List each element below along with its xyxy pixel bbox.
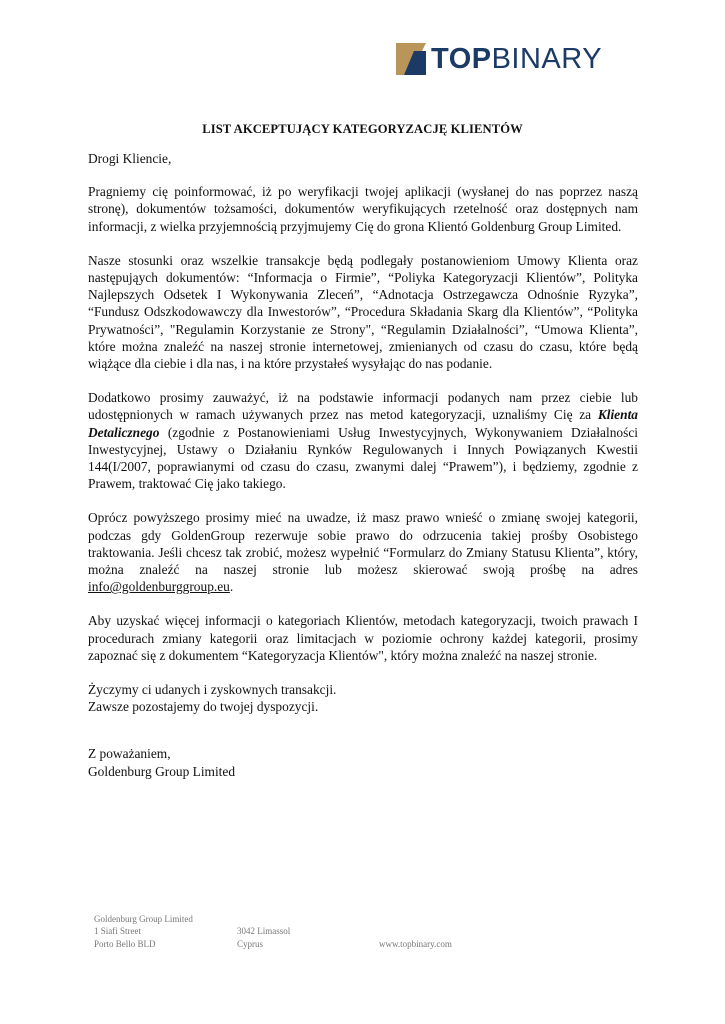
logo-mark-icon (396, 43, 426, 75)
paragraph-3-start: Dodatkowo prosimy zauważyć, iż na podstawie informacji podanych nam przez ciebie lub udostępnionych w ramach używanych przez nas metod kategoryzacji, uznaliśmy Cię za (88, 390, 638, 423)
footer-row-3 (94, 938, 452, 950)
paragraph-4-start: Oprócz powyższego prosimy mieć na uwadze, iż masz prawo wnieść o zmianę swojej kategorii, podczas gdy GoldenGroup rezerwuje sobie prawo do odrzucenia takiej prośby Osobistego traktowania. Jeśli chcesz tak zrobić, możesz wypełnić “Formularz do Zmiany Statusu Klienta”, który, można znaleźć na naszej stronie lub możesz skierować swoją prośbę na adres (88, 510, 638, 578)
footer-country: Cyprus (237, 938, 264, 949)
footer-postal: 3042 Limassol (237, 926, 291, 937)
footer-company: Goldenburg Group Limited (94, 914, 193, 924)
footer-row-2 (94, 925, 452, 937)
paragraph-5: Aby uzyskać więcej informacji o kategoriach Klientów, metodach kategoryzacji, twoich prawach I procedurach zmiany kategorii oraz limitacjach w poziomie ochrony każdej kategorii, prosimy zapoznać się z dokumentem “Kategoryzacja Klientów", który można znaleźć na naszej stronie. (88, 613, 638, 663)
logo-word-binary: BINARY (491, 43, 603, 75)
email-link[interactable]: info@goldenburggroup.eu (88, 579, 230, 595)
paragraph-3 (88, 389, 638, 492)
signature-block (88, 745, 638, 779)
client-category-emphasis: Klienta Detalicznego (88, 407, 638, 440)
paragraph-2: Nasze stosunki oraz wszelkie transakcje będą podlegały postanowieniom Umowy Klienta oraz następująych dokumentów: “Informacja o Firmie”, “Poliyka Kategoryzacji Klientów”, Polityka Najlepszych Odsetek I Wykonywania Zleceń”, “Adnotacja Ostrzegawcza Odnośnie Ryzyka”, “Fundusz Odszkodowawczy dla Inwestorów”, “Procedura Składania Skarg dla Klientów”, “Polityka Prywatności”, "Regulamin Korzystanie ze Strony", “Regulamin Działalności”, “Umowa Klienta”, które można znaleźć na naszej stronie internetowej, zmienianych od czasu do czasu, które będą wiążące dla ciebie i dla nas, i na które przystałeś wysyłając do nas podanie. (88, 252, 638, 372)
closing-line-1: Życzymy ci udanych i zyskownych transakcji. (88, 682, 337, 698)
paragraph-4 (88, 509, 638, 595)
greeting: Drogi Kliencie, (88, 151, 172, 166)
topbinary-logo (396, 42, 602, 76)
footer-website: www.topbinary.com (379, 938, 452, 949)
footer-row-1 (94, 913, 452, 925)
paragraph-4-end: . (229, 579, 234, 595)
document-title: LIST AKCEPTUJĄCY KATEGORYZACJĘ KLIENTÓW (202, 122, 523, 136)
closing (88, 681, 638, 715)
letter-body (88, 150, 638, 797)
signoff: Z poważaniem, (88, 746, 171, 762)
footer-street: 1 Siafi Street (94, 926, 141, 937)
closing-line-2: Zawsze pozostajemy do twojej dyspozycji. (88, 699, 319, 715)
footer (94, 913, 452, 950)
footer-building: Porto Bello BLD (94, 938, 156, 949)
paragraph-1: Pragniemy cię poinformować, iż po weryfikacji twojej aplikacji (wysłanej do nas poprzez naszą stronę), dokumentów tożsamości, dokumentów weryfikujących rzetelność oraz dostępnych nam informacji, z wielka przyjemnością przyjmujemy Cię do grona Klientó Goldenburg Group Limited. (88, 184, 638, 234)
signature-company: Goldenburg Group Limited (88, 763, 236, 779)
logo-word-top: TOP (431, 43, 492, 75)
logo-wordmark (431, 42, 602, 76)
paragraph-3-end: (zgodnie z Postanowieniami Usług Inwestycyjnych, Wykonywaniem Działalności Inwestycyjnej, Ustawy o Działaniu Rynków Regulowanych i Innych Powiązanych Kwestii 144(I/2007, poprawianymi od czasu do czasu, zwanymi dalej “Prawem”), i będziemy, zgodnie z Prawem, traktować Cię jako takiego. (88, 424, 638, 492)
